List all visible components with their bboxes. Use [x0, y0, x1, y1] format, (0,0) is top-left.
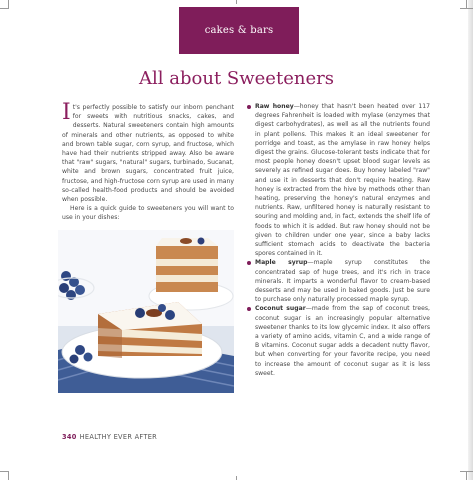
intro-column — [62, 100, 234, 223]
sweetener-term: Coconut sugar — [255, 305, 306, 313]
sweetener-text: —maple syrup constitutes the concentrated sap of huge trees, and it's rich in trace minerals. It imparts a wonderful flavor to cream-based desserts and may be used in baked goods. Just be sure to purchase only naturally processed maple syrup. — [255, 259, 431, 304]
intro-guide-paragraph: Here is a quick guide to sweeteners you will want to use in your dishes: — [62, 205, 234, 222]
crop-mark — [8, 0, 9, 9]
page-footer — [62, 433, 157, 441]
intro-text: t's perfectly possible to satisfy our inborn penchant for sweets with nutritious snacks, cakes, and desserts. Natural sweeteners contain high amounts of minerals and other nutrients, as opposed to white and brown table sugar, corn syrup, and fructose, which have had their nutrients stripped away. Also be aware that "raw" sugars, "natural" sugars, turbinado, Sucanat, white and brown sugars, concentrated fruit juice, fructose, and high-fructose corn syrup are used in many so-called health-food products and should be avoided when possible. — [62, 104, 234, 204]
sweetener-list-column — [246, 102, 430, 378]
sweetener-term: Maple syrup — [255, 259, 308, 267]
running-title: HEALTHY EVER AFTER — [79, 433, 158, 441]
sweetener-text: —honey that hasn't been heated over 117 degrees Fahrenheit is loaded with mylase (enzymes that digest carbohydrates), as well as all the nutrients found in plant pollens. This makes it an ideal sweetener for porridge and toast, as the amylase in raw honey helps digest the grains. Glucose-tolerant tests indicate that for most people honey doesn't upset blood sugar levels as severely as refined sugar does. Buy honey labeled "raw" and use it in desserts that don't require heating. Raw honey is extracted from the hive by methods other than heating, preserving the honey's natural enzymes and nutrients. Raw, unfiltered honey is naturally resistant to souring and molding and, in fact, extends the shelf life of foods to which it is added. But raw honey should not be given to children under one year, since a baby lacks sufficient stomach acids to deactivate the bacteria spores contained in it. — [255, 103, 430, 258]
list-item — [246, 102, 430, 258]
crop-mark — [466, 471, 467, 480]
list-item — [246, 304, 430, 378]
sweetener-text: —made from the sap of coconut trees, coconut sugar is an increasingly popular alternative sweetener thanks to its low glycemic index. It also offers a variety of amino acids, vitamin C, and a wide range of B vitamins. Coconut sugar adds a decadent nutty flavor, but when converting for your favorite recipe, you need to increase the amount of coconut sugar as it is less sweet. — [255, 305, 430, 377]
list-item — [246, 258, 430, 304]
section-banner — [179, 7, 299, 54]
page-title: All about Sweeteners — [139, 68, 334, 89]
drop-cap: I — [62, 100, 71, 125]
page-number: 340 — [62, 433, 77, 441]
crop-mark — [236, 0, 237, 4]
cake-photo — [58, 230, 234, 393]
crop-mark — [236, 476, 237, 480]
section-label: cakes & bars — [204, 25, 274, 36]
sweetener-list — [246, 102, 430, 378]
crop-mark — [8, 471, 9, 480]
sweetener-term: Raw honey — [255, 103, 294, 110]
intro-paragraph — [62, 100, 234, 204]
crop-mark — [466, 0, 467, 9]
